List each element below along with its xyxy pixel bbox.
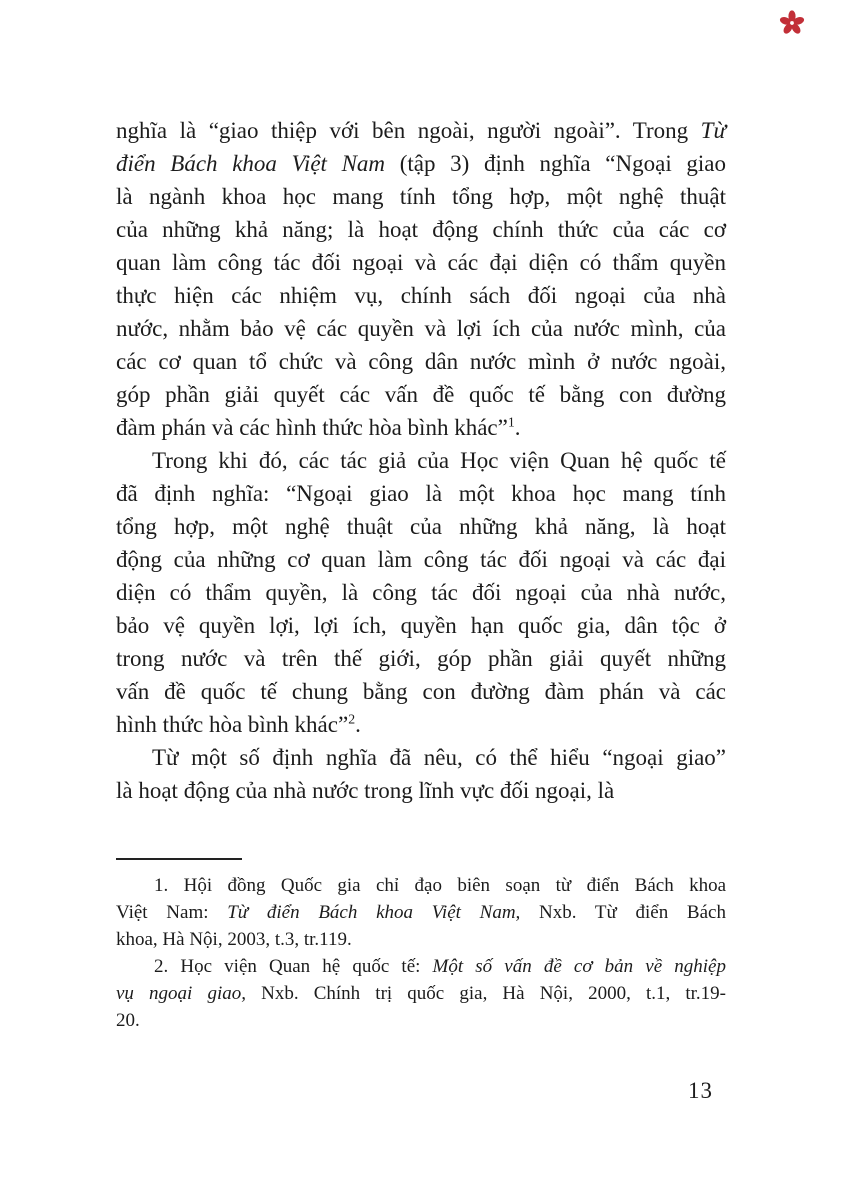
- text-segment: thực hiện các nhiệm vụ, chính sách đối ngoại của nhà: [116, 283, 726, 308]
- text-segment: diện có thẩm quyền, là công tác đối ngoại của nhà nước,: [116, 580, 726, 605]
- text-line: [116, 609, 726, 642]
- text-line: [116, 926, 726, 953]
- text-segment: vấn đề quốc tế chung bằng con đường đàm phán và các: [116, 679, 726, 704]
- text-segment: Từ một số định nghĩa đã nêu, có thể hiểu “ngoại giao”: [152, 745, 726, 770]
- italic-text: Từ điển Bách khoa Việt Nam,: [227, 902, 521, 923]
- text-segment: các cơ quan tổ chức và công dân nước mình ở nước ngoài,: [116, 349, 726, 374]
- italic-text: điển Bách khoa Việt Nam: [116, 151, 386, 176]
- text-segment: là ngành khoa học mang tính tổng hợp, một nghệ thuật: [116, 184, 726, 209]
- text-line: [116, 899, 726, 926]
- text-line: [116, 543, 726, 576]
- text-segment: nước, nhằm bảo vệ các quyền và lợi ích của nước mình, của: [116, 316, 726, 341]
- text-segment: là hoạt động của nhà nước trong lĩnh vực đối ngoại, là: [116, 778, 615, 803]
- text-segment: đàm phán và các hình thức hòa bình khác”: [116, 415, 508, 440]
- text-line: [116, 477, 726, 510]
- text-line: [116, 642, 726, 675]
- text-line: [116, 378, 726, 411]
- text-segment: góp phần giải quyết các vấn đề quốc tế bằng con đường: [116, 382, 726, 407]
- italic-text: Một số vấn đề cơ bản về nghiệp: [432, 956, 726, 977]
- text-segment: trong nước và trên thế giới, góp phần giải quyết những: [116, 646, 726, 671]
- footnote-reference: 1: [507, 414, 515, 430]
- footnote: [116, 872, 726, 953]
- text-segment: của những khả năng; là hoạt động chính thức của các cơ: [116, 217, 726, 242]
- footnote-divider: [116, 858, 242, 860]
- text-segment: khoa, Hà Nội, 2003, t.3, tr.119.: [116, 929, 352, 950]
- text-segment: quan làm công tác đối ngoại và các đại diện có thẩm quyền: [116, 250, 726, 275]
- text-line: [116, 774, 726, 807]
- paragraph: [116, 444, 726, 741]
- text-segment: Trong khi đó, các tác giả của Học viện Quan hệ quốc tế: [152, 448, 726, 473]
- text-segment: Nxb. Chính trị quốc gia, Hà Nội, 2000, t.1, tr.19-: [246, 983, 726, 1004]
- text-segment: 20.: [116, 1010, 140, 1031]
- text-segment: nghĩa là “giao thiệp với bên ngoài, người ngoài”. Trong: [116, 118, 701, 143]
- text-line: [116, 872, 726, 899]
- text-line: [116, 510, 726, 543]
- italic-text: vụ ngoại giao,: [116, 983, 246, 1004]
- paragraph: [116, 741, 726, 807]
- text-segment: hình thức hòa bình khác”: [116, 712, 349, 737]
- text-segment: .: [355, 712, 361, 737]
- text-line: [116, 741, 726, 774]
- footnote-text: [116, 872, 726, 1034]
- text-line: [116, 1007, 726, 1034]
- footnote-reference: 2: [348, 711, 356, 727]
- text-segment: .: [514, 415, 521, 440]
- text-segment: Nxb. Từ điển Bách: [520, 902, 726, 923]
- text-line: [116, 114, 726, 147]
- text-line: [116, 246, 726, 279]
- text-line: [116, 312, 726, 345]
- text-segment: đã định nghĩa: “Ngoại giao là một khoa học mang tính: [116, 481, 726, 506]
- flower-ornament-icon: [779, 10, 805, 36]
- text-segment: động của những cơ quan làm công tác đối ngoại và các đại: [116, 547, 726, 572]
- text-line: [116, 980, 726, 1007]
- text-line: [116, 444, 726, 477]
- text-line: [116, 411, 726, 444]
- text-line: [116, 675, 726, 708]
- text-line: [116, 576, 726, 609]
- text-line: [116, 180, 726, 213]
- text-segment: Việt Nam:: [116, 902, 228, 923]
- text-line: [116, 953, 726, 980]
- italic-text: Từ: [700, 118, 726, 143]
- footnotes: [116, 858, 726, 1034]
- text-segment: bảo vệ quyền lợi, lợi ích, quyền hạn quốc gia, dân tộc ở: [116, 613, 726, 638]
- text-line: [116, 708, 726, 741]
- text-line: [116, 213, 726, 246]
- text-line: [116, 279, 726, 312]
- text-segment: (tập 3) định nghĩa “Ngoại giao: [385, 151, 726, 176]
- paragraph: [116, 114, 726, 444]
- footnote: [116, 953, 726, 1034]
- text-line: [116, 147, 726, 180]
- text-line: [116, 345, 726, 378]
- text-segment: 1. Hội đồng Quốc gia chỉ đạo biên soạn từ điển Bách khoa: [154, 875, 726, 896]
- page-number: 13: [688, 1078, 713, 1103]
- text-segment: 2. Học viện Quan hệ quốc tế:: [154, 956, 433, 977]
- text-segment: tổng hợp, một nghệ thuật của những khả năng, là hoạt: [116, 514, 726, 539]
- body-text: [116, 114, 726, 807]
